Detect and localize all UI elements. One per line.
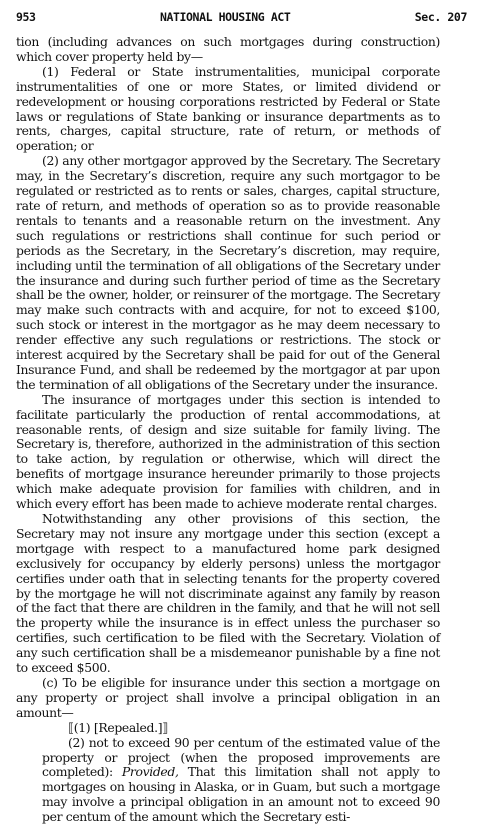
body-text <box>16 35 440 825</box>
paragraph-item-2: (2) any other mortgagor approved by the Secretary. The Secretary may, in the Secretary’s discretion, require any such mortgagor to be regulated or restricted as to rents or sales, charges, capital structure, rate of return, and methods of operation so as to provide reasonable rentals to tenants and a reasonable return on the investment. Any such regulations or restrictions shall continue for such period or periods as the Secretary, in the Secretary’s discretion, may require, including until the termination of all obligations of the Secretary under the insurance and during such further period of time as the Secretary shall be the owner, holder, or reinsurer of the mortgage. The Secretary may make such contracts with and acquire, for not to exceed $100, such stock or interest in the mortgagor as he may deem necessary to render effective any such regulations or restrictions. The stock or interest acquired by the Secretary shall be paid for out of the General Insurance Fund, and shall be redeemed by the mortgagor at par upon the termination of all obligations of the Secretary under the insurance. <box>16 153 440 392</box>
paragraph-subsection-c: (c) To be eligible for insurance under this section a mortgage on any property or project shall involve a principal obligation in an amount— <box>16 674 440 720</box>
paragraph-continuation: tion (including advances on such mortgages during construction) which cover property held by— <box>16 34 440 64</box>
running-header <box>16 9 467 25</box>
paragraph-nondiscrimination: Notwithstanding any other provisions of this section, the Secretary may not insure any mortgage under this section (except a mortgage with respect to a manufactured home park designed exclusively for occupancy by elderly persons) unless the mortgagor certifies under oath that in selecting tenants for the property covered by the mortgage he will not discriminate against any family by reason of the fact that there are children in the family, and that he will not sell the property while the insurance is in effect unless the purchaser so certifies, such certification to be filed with the Secretary. Violation of any such certification shall be a misdemeanor punishable by a fine not to exceed $500. <box>16 511 440 676</box>
paragraph-repealed: ⟦(1) [Repealed.]⟧ <box>68 719 168 735</box>
proviso-italic: Provided, <box>121 764 179 780</box>
item-c2-text: (2) not to exceed 90 per centum of the estimated value of the property or project (when the proposed improvements are completed): <box>42 734 440 780</box>
paragraph-item-c2 <box>16 736 440 825</box>
paragraph-item-1: (1) Federal or State instrumentalities, municipal corporate instrumentalities of one or more States, or limited dividend or redevelopment or housing corporations restricted by Federal or State laws or regulations of State banking or insurance departments as to rents, charges, capital structure, rate of return, or methods of operation; or <box>16 63 440 154</box>
page-title: NATIONAL HOUSING ACT <box>159 10 291 24</box>
item-c2-text-rest: That this limitation shall not apply to mortgages on housing in Alaska, or in Guam, but such a mortgage may involve a principal obligation in an amount not to exceed 90 per centum of the amount which the Secretary esti- <box>42 764 440 825</box>
paragraph-purpose: The insurance of mortgages under this section is intended to facilitate particularly the production of rental accommodations, at reasonable rents, of design and size suitable for family living. The Secretary is, therefore, authorized in the administration of this section to take action, by regulation or otherwise, which will direct the benefits of mortgage insurance hereunder primarily to those projects which make adequate provision for families with children, and in which every effort has been made to achieve moderate rental charges. <box>16 391 440 512</box>
page-number: 953 <box>16 10 36 24</box>
section-number: Sec. 207 <box>414 10 467 24</box>
